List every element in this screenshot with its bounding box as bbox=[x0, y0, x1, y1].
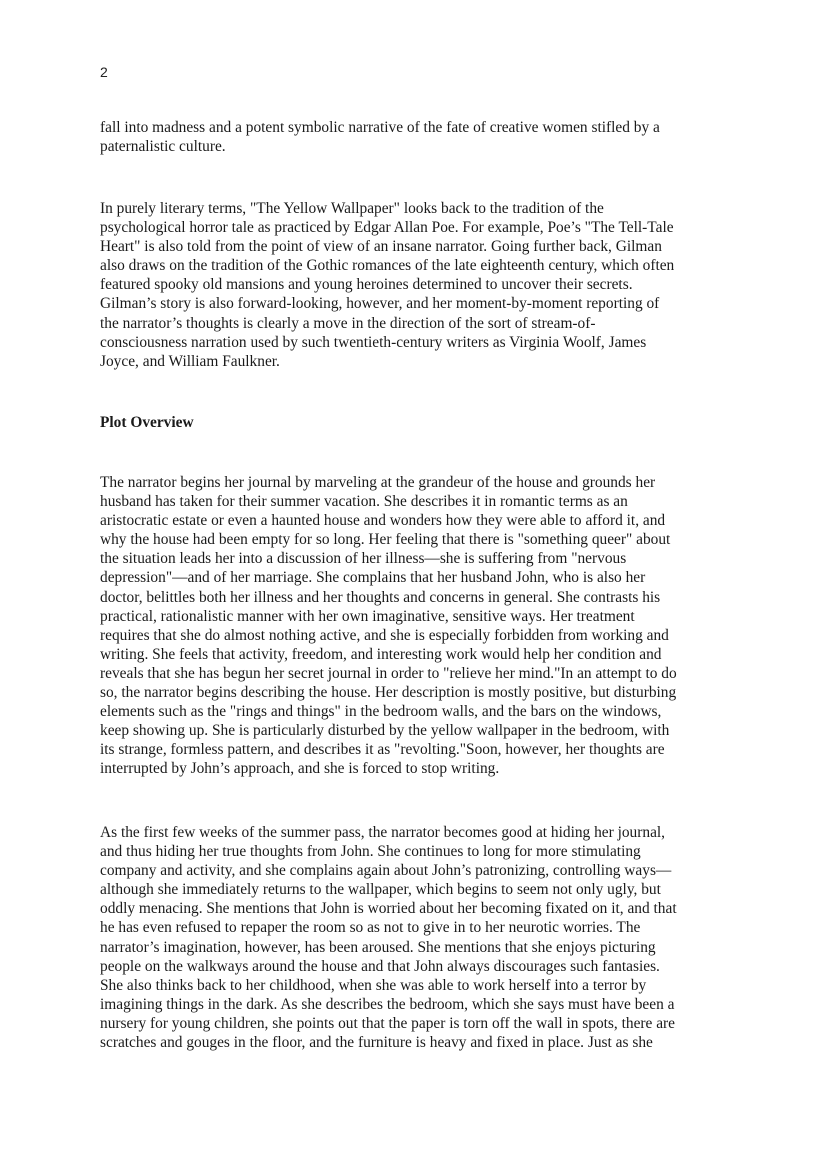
text-line: also draws on the tradition of the Gothic romances of the late eighteenth century, which often bbox=[100, 257, 675, 275]
text-line: why the house had been empty for so long. Her feeling that there is "something queer" about bbox=[100, 531, 671, 549]
text-line: company and activity, and she complains again about John’s patronizing, controlling ways— bbox=[100, 862, 672, 880]
text-line: featured spooky old mansions and young heroines determined to uncover their secrets. bbox=[100, 276, 633, 294]
text-line: narrator’s imagination, however, has been aroused. She mentions that she enjoys picturing bbox=[100, 938, 656, 956]
text-line: so, the narrator begins describing the house. Her description is mostly positive, but disturbing bbox=[100, 684, 677, 702]
text-line: the situation leads her into a discussion of her illness—she is suffering from "nervous bbox=[100, 550, 627, 568]
text-line: aristocratic estate or even a haunted house and wonders how they were able to afford it, and bbox=[100, 512, 666, 530]
text-line: practical, rationalistic manner with her own imaginative, sensitive ways. Her treatment bbox=[100, 607, 635, 625]
text-line: its strange, formless pattern, and describes it as "revolting."Soon, however, her thoughts are bbox=[100, 741, 665, 759]
paragraph-literary-context bbox=[100, 199, 730, 371]
text-line: scratches and gouges in the floor, and the furniture is heavy and fixed in place. Just as she bbox=[100, 1034, 653, 1052]
text-line: consciousness narration used by such twentieth-century writers as Virginia Woolf, James bbox=[100, 333, 647, 351]
text-line: psychological horror tale as practiced by Edgar Allan Poe. For example, Poe’s "The Tell-Tale bbox=[100, 219, 674, 237]
text-line: people on the walkways around the house and that John always discourages such fantasies. bbox=[100, 957, 660, 975]
text-line: fall into madness and a potent symbolic narrative of the fate of creative women stifled by a bbox=[100, 119, 660, 136]
text-line: The narrator begins her journal by marveling at the grandeur of the house and grounds her bbox=[100, 474, 656, 491]
text-line: keep showing up. She is particularly disturbed by the yellow wallpaper in the bedroom, with bbox=[100, 722, 670, 740]
paragraph-plot-2 bbox=[100, 823, 730, 1052]
text-line: Joyce, and William Faulkner. bbox=[100, 352, 280, 370]
text-line: depression"—and of her marriage. She complains that her husband John, who is also her bbox=[100, 569, 646, 587]
text-line: oddly menacing. She mentions that John is worried about her becoming fixated on it, and that bbox=[100, 900, 677, 918]
text-line: As the first few weeks of the summer pass, the narrator becomes good at hiding her journal, bbox=[100, 824, 666, 841]
paragraph-intro-continuation bbox=[100, 118, 730, 156]
text-line: interrupted by John’s approach, and she is forced to stop writing. bbox=[100, 760, 500, 778]
text-line: and thus hiding her true thoughts from John. She continues to long for more stimulating bbox=[100, 843, 641, 861]
text-line: paternalistic culture. bbox=[100, 138, 226, 156]
text-line: husband has taken for their summer vacation. She describes it in romantic terms as an bbox=[100, 493, 628, 511]
text-line: reveals that she has begun her secret journal in order to "relieve her mind."In an attempt to do bbox=[100, 664, 677, 682]
text-line: nursery for young children, she points out that the paper is torn off the wall in spots, there are bbox=[100, 1014, 676, 1032]
text-line: he has even refused to repaper the room so as not to give in to her neurotic worries. The bbox=[100, 919, 641, 937]
text-line: although she immediately returns to the wallpaper, which begins to seem not only ugly, but bbox=[100, 881, 661, 899]
page-number: 2 bbox=[100, 64, 108, 80]
text-line: Gilman’s story is also forward-looking, however, and her moment-by-moment reporting of bbox=[100, 295, 660, 313]
text-line: writing. She feels that activity, freedom, and interesting work would help her condition and bbox=[100, 645, 662, 663]
section-heading: Plot Overview bbox=[100, 414, 194, 431]
text-line: In purely literary terms, "The Yellow Wallpaper" looks back to the tradition of the bbox=[100, 200, 604, 217]
text-line: the narrator’s thoughts is clearly a move in the direction of the sort of stream-of- bbox=[100, 314, 596, 332]
text-line: She also thinks back to her childhood, when she was able to work herself into a terror by bbox=[100, 976, 647, 994]
text-line: doctor, belittles both her illness and her thoughts and concerns in general. She contrasts his bbox=[100, 588, 661, 606]
paragraph-plot-1 bbox=[100, 473, 730, 779]
text-line: Heart" is also told from the point of view of an insane narrator. Going further back, Gilman bbox=[100, 238, 662, 256]
text-line: requires that she do almost nothing active, and she is especially forbidden from working and bbox=[100, 626, 669, 644]
text-line: imagining things in the dark. As she describes the bedroom, which she says must have been a bbox=[100, 995, 675, 1013]
text-line: elements such as the "rings and things" in the bedroom walls, and the bars on the windows, bbox=[100, 703, 662, 721]
